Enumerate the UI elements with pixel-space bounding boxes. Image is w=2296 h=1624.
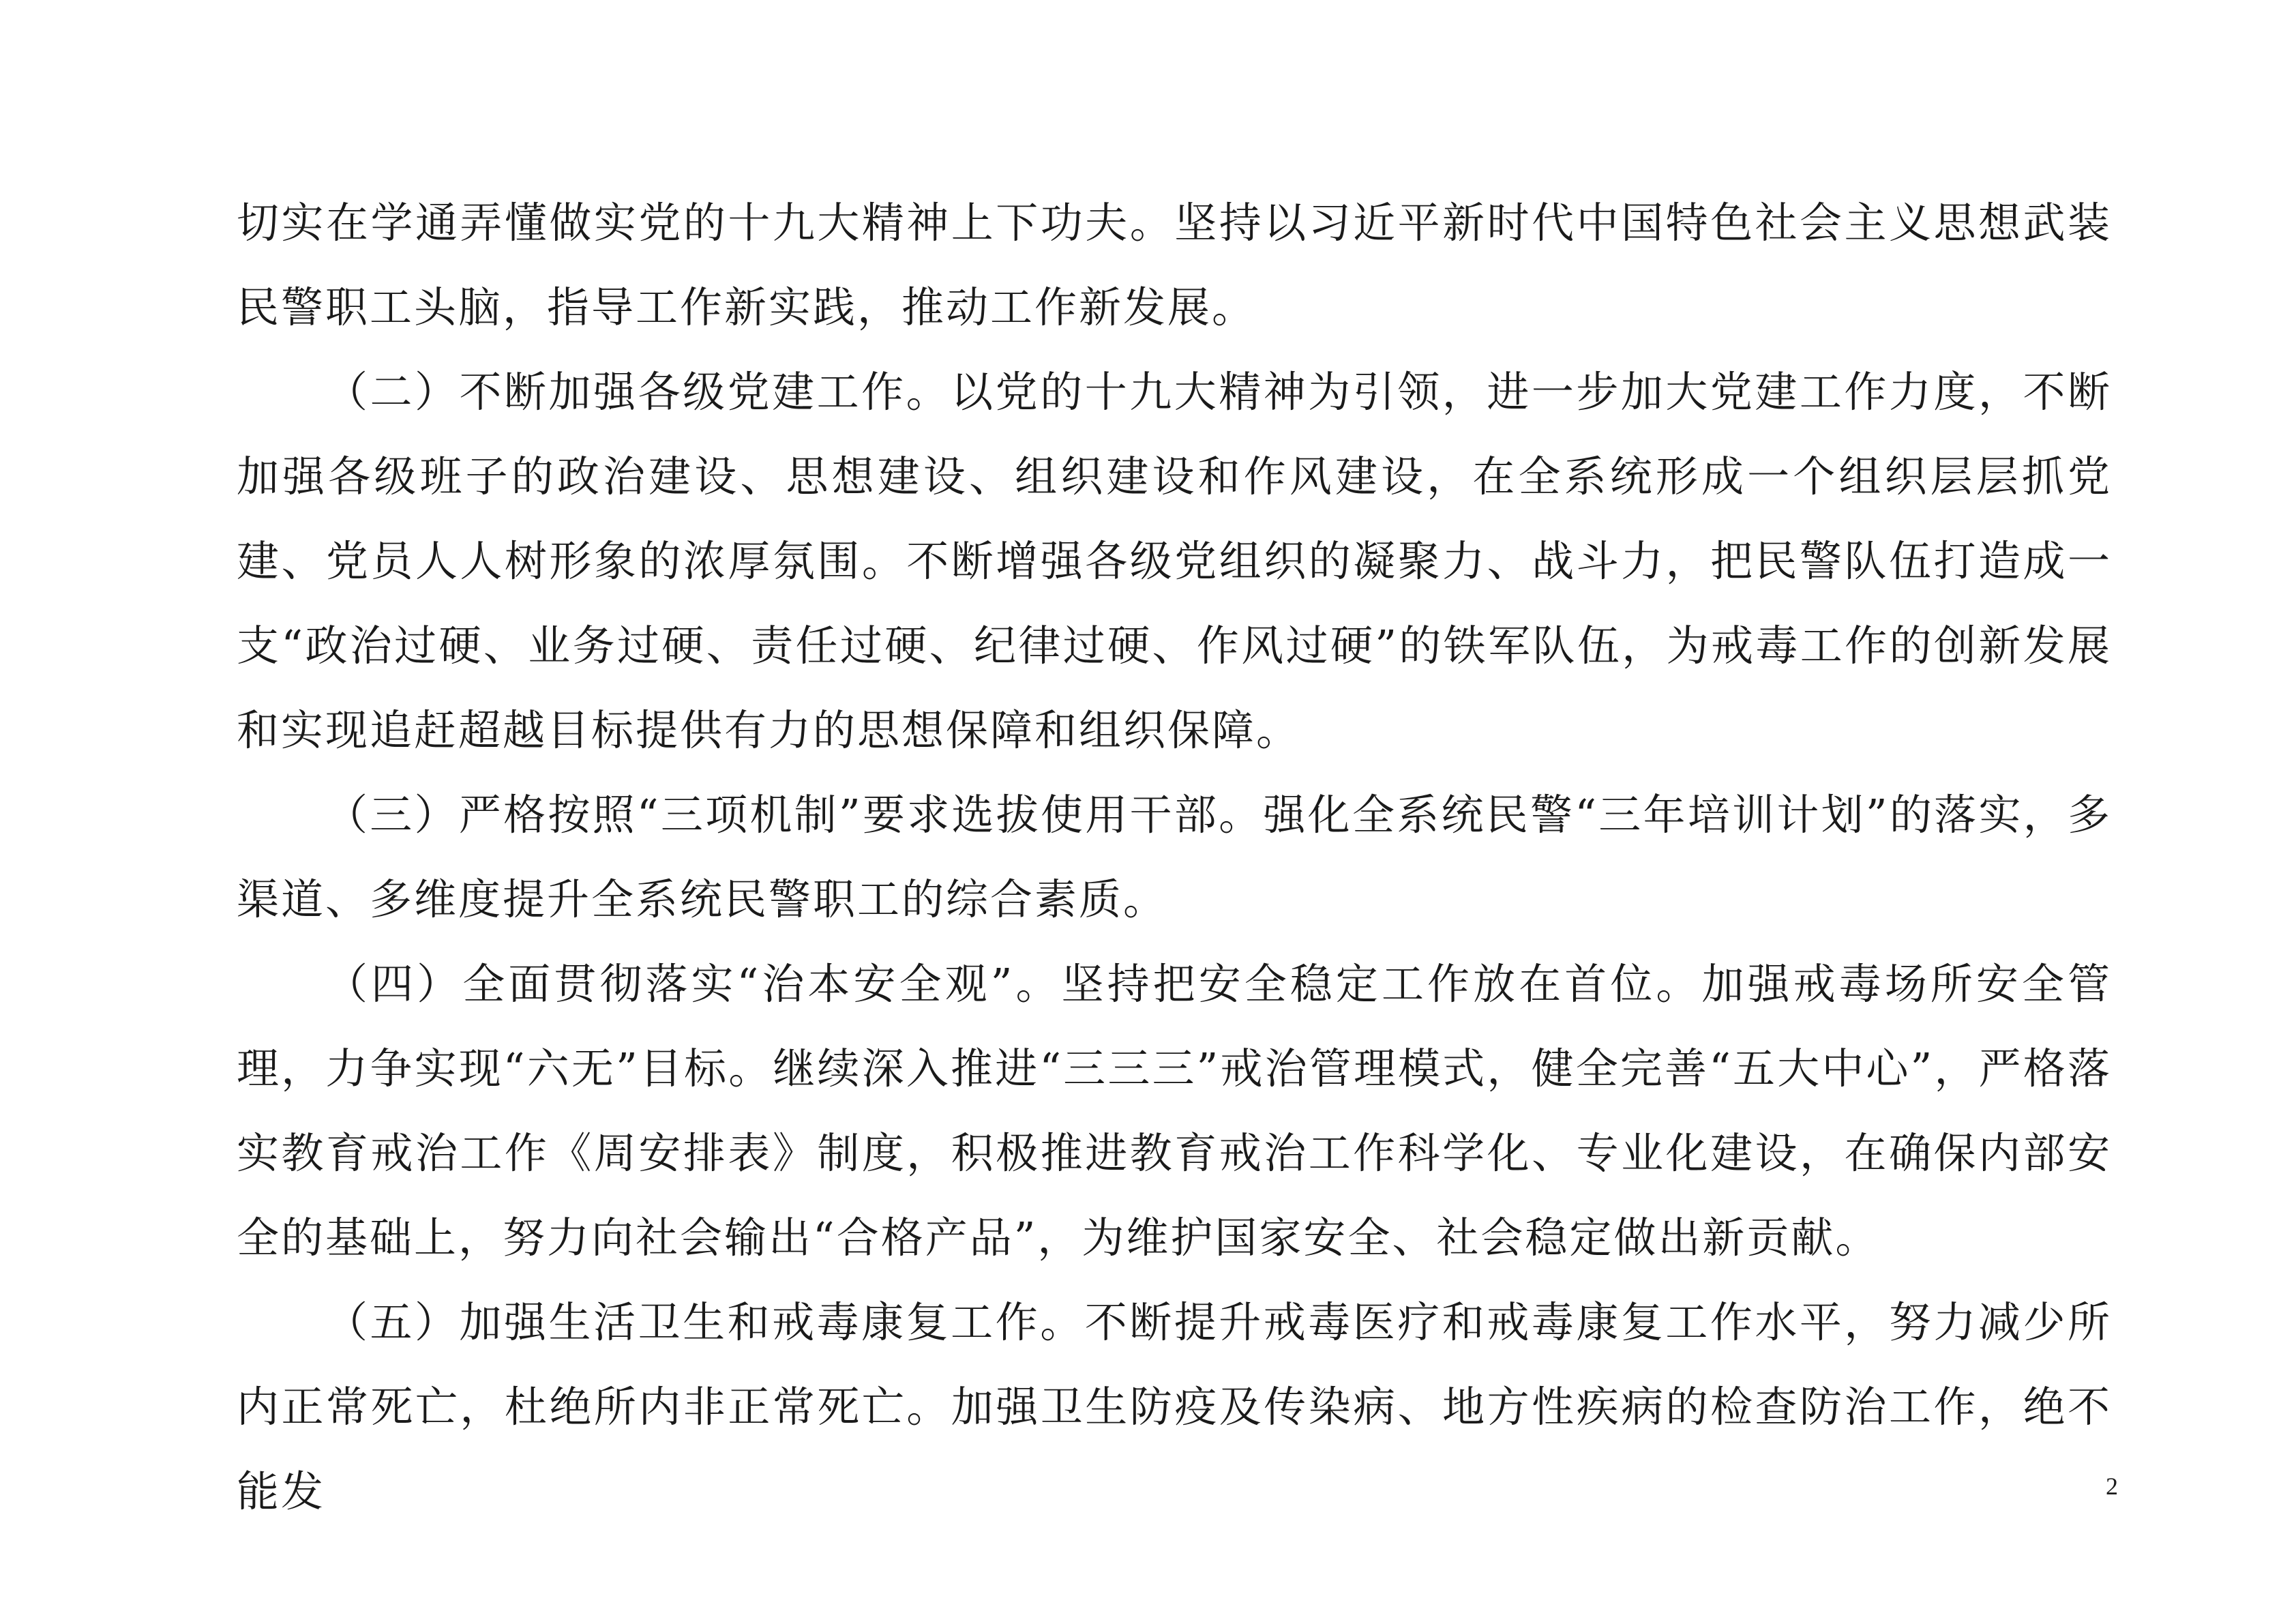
- paragraph-3: （三）严格按照“三项机制”要求选拔使用干部。强化全系统民警“三年培训计划”的落实，多渠道、多维度提升全系统民警职工的综合素质。: [237, 790, 2112, 924]
- page-number: 2: [2106, 1473, 2118, 1500]
- paragraph-5: （五）加强生活卫生和戒毒康复工作。不断提升戒毒医疗和戒毒康复工作水平，努力减少所内正常死亡，杜绝所内非正常死亡。加强卫生防疫及传染病、地方性疾病的检查防治工作，绝不能发: [237, 1297, 2112, 1516]
- paragraph-continuation: 切实在学通弄懂做实党的十九大精神上下功夫。坚持以习近平新时代中国特色社会主义思想武装民警职工头脑，指导工作新实践，推动工作新发展。: [237, 198, 2112, 332]
- paragraph-4: （四）全面贯彻落实“治本安全观”。坚持把安全稳定工作放在首位。加强戒毒场所安全管理，力争实现“六无”目标。继续深入推进“三三三”戒治管理模式，健全完善“五大中心”，严格落实教育戒治工作《周安排表》制度，积极推进教育戒治工作科学化、专业化建设，在确保内部安全的基础上，努力向社会输出“合格产品”，为维护国家安全、社会稳定做出新贡献。: [237, 959, 2112, 1263]
- body-text: [237, 181, 2112, 1534]
- paragraph-2: （二）不断加强各级党建工作。以党的十九大精神为引领，进一步加大党建工作力度，不断加强各级班子的政治建设、思想建设、组织建设和作风建设，在全系统形成一个组织层层抓党建、党员人人树形象的浓厚氛围。不断增强各级党组织的凝聚力、战斗力，把民警队伍打造成一支“政治过硬、业务过硬、责任过硬、纪律过硬、作风过硬”的铁军队伍，为戒毒工作的创新发展和实现追赶超越目标提供有力的思想保障和组织保障。: [237, 367, 2112, 755]
